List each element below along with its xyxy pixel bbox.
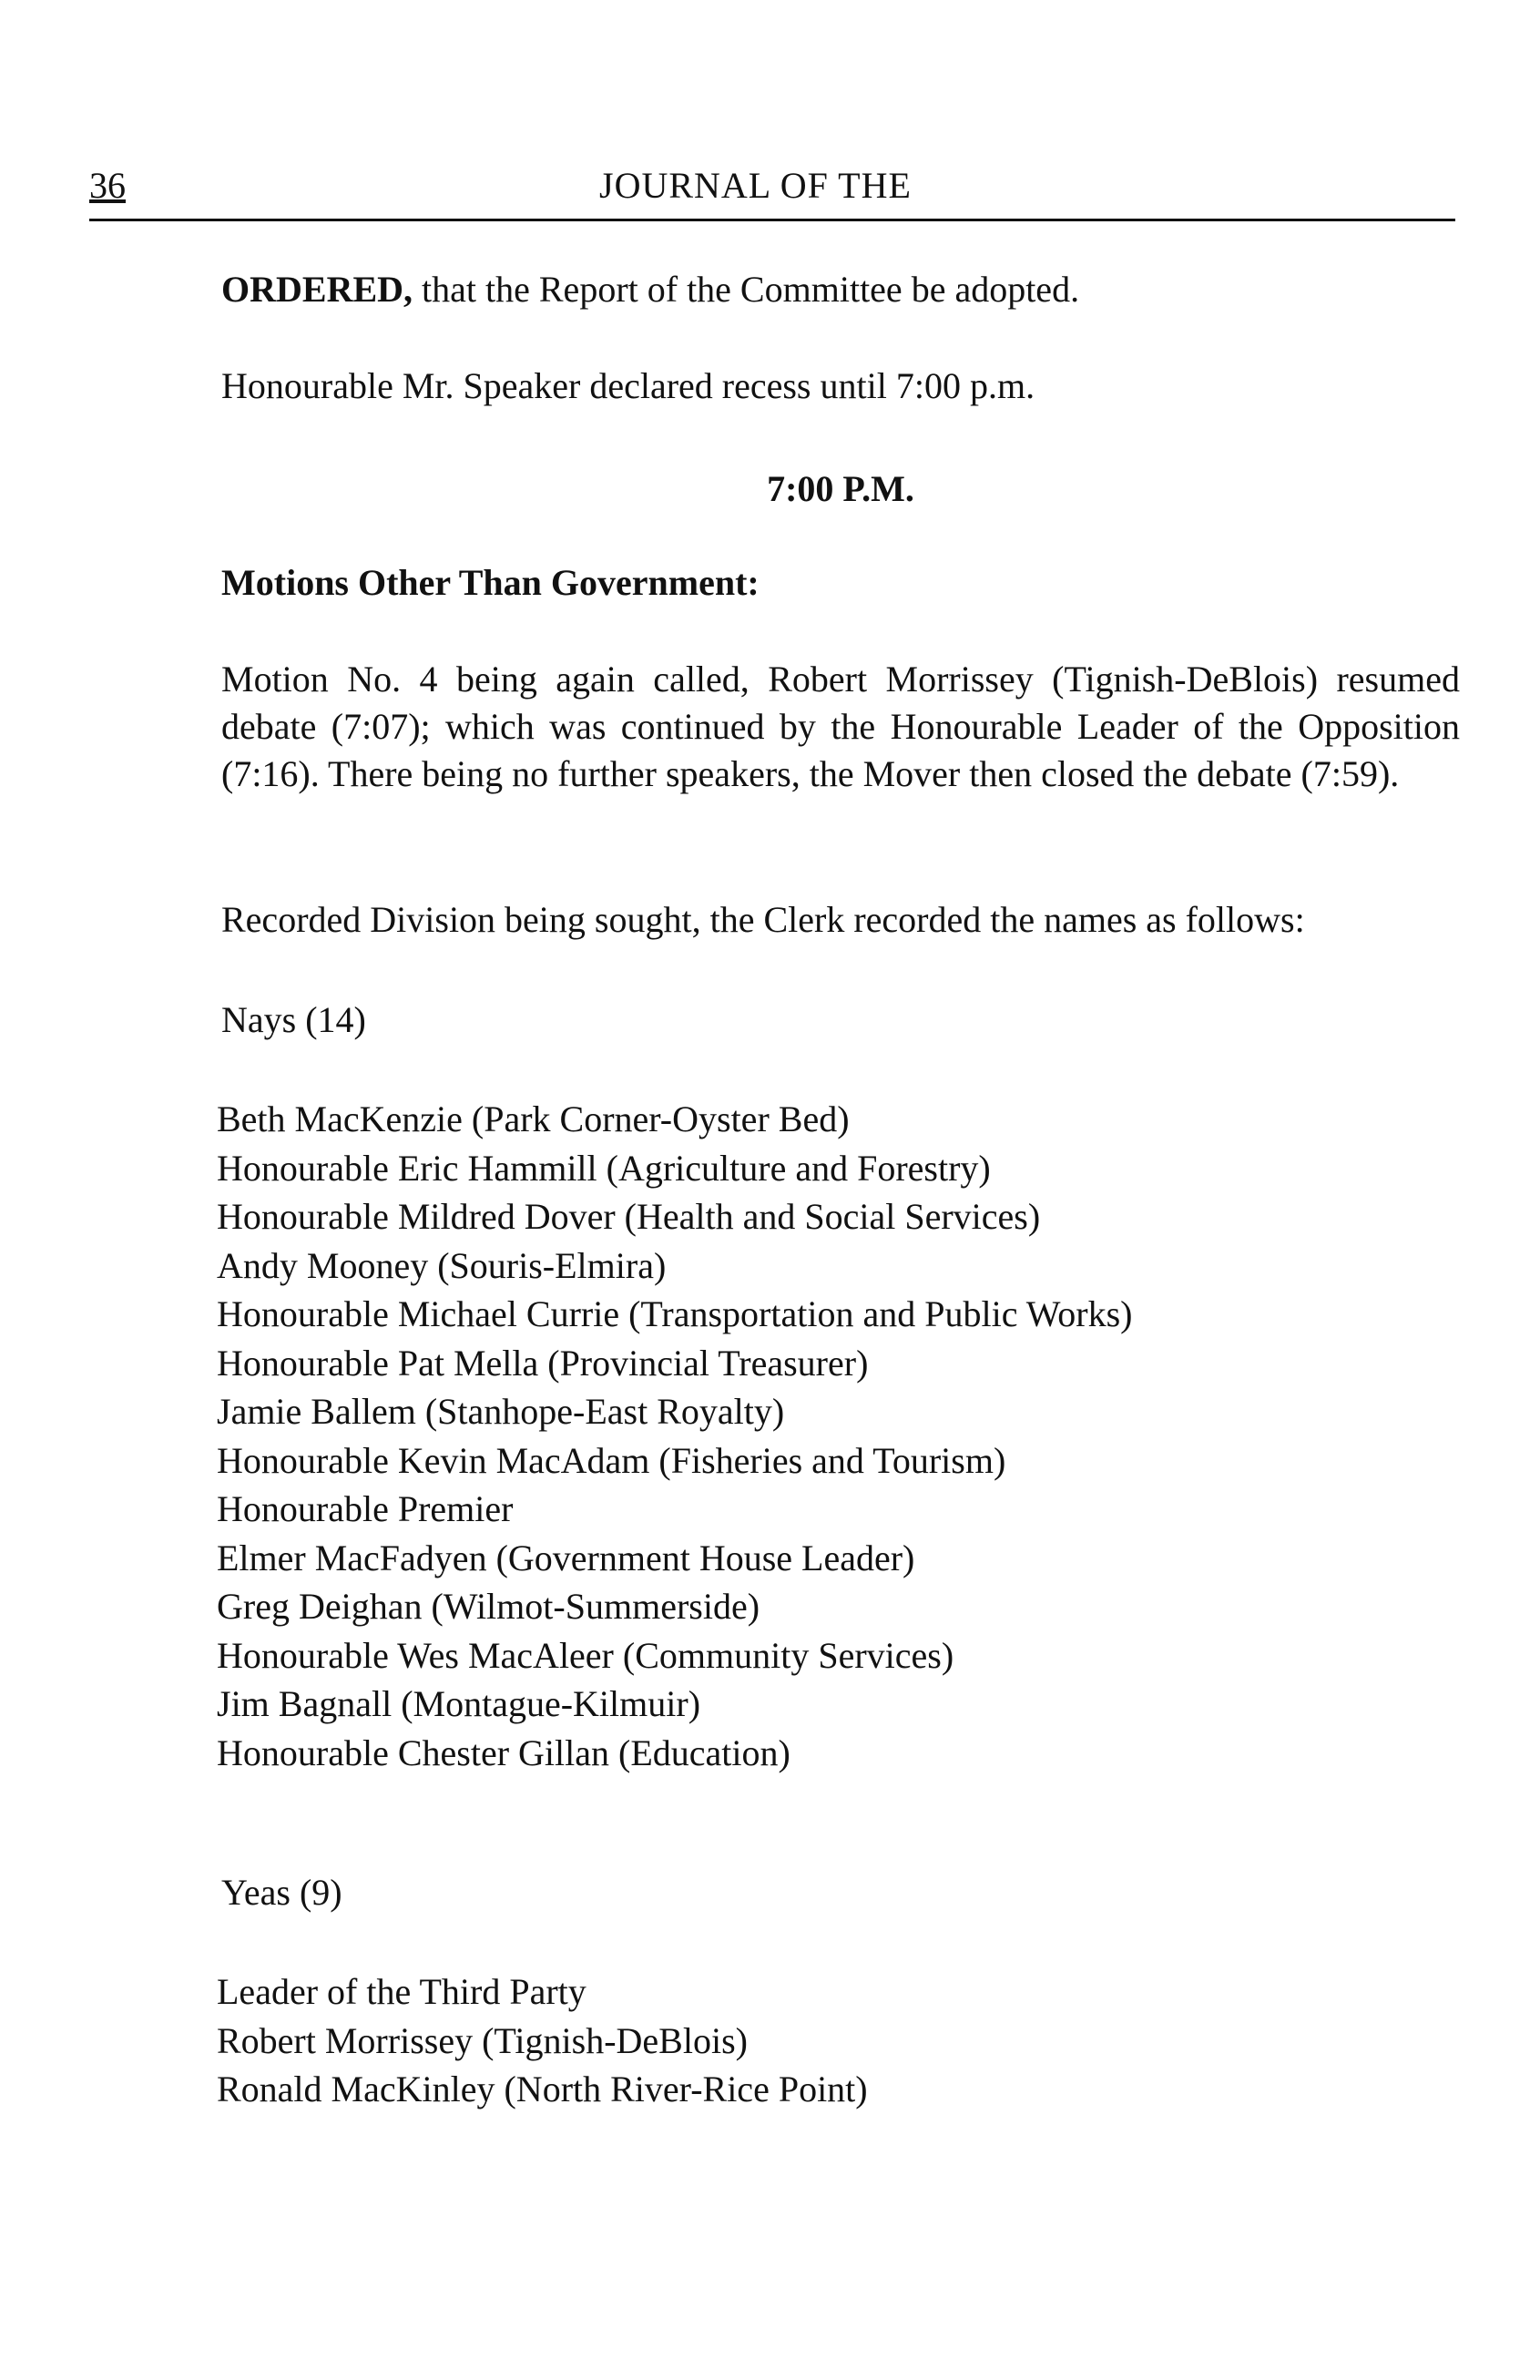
running-head: JOURNAL OF THE [599, 165, 912, 206]
yeas-member: Robert Morrissey (Tignish-DeBlois) [217, 2019, 748, 2061]
nays-member: Honourable Chester Gillan (Education) [217, 1731, 790, 1773]
page-number: 36 [89, 165, 126, 206]
nays-member: Honourable Kevin MacAdam (Fisheries and Tourism) [217, 1439, 1006, 1481]
division-intro: Recorded Division being sought, the Clerk recorded the names as follows: [221, 899, 1305, 940]
nays-member: Jim Bagnall (Montague-Kilmuir) [217, 1683, 701, 1724]
ordered-text: that the Report of the Committee be adopted. [413, 269, 1080, 310]
nays-heading: Nays (14) [221, 999, 366, 1040]
page-header [89, 164, 1455, 221]
motion-paragraph: Motion No. 4 being again called, Robert Morrissey (Tignish-DeBlois) resumed debate (7:07); which was continued by the Honourable Leader of the Opposition (7:16). There being no further speakers, the Mover then closed the debate (7:59). [221, 659, 1460, 794]
recess-statement: Honourable Mr. Speaker declared recess until 7:00 p.m. [221, 365, 1035, 406]
time-heading: 7:00 P.M. [767, 468, 914, 509]
yeas-member: Ronald MacKinley (North River-Rice Point) [217, 2068, 868, 2109]
nays-list [217, 1095, 1133, 1777]
nays-member: Greg Deighan (Wilmot-Summerside) [217, 1586, 760, 1627]
ordered-keyword: ORDERED, [221, 269, 413, 310]
yeas-list [217, 1967, 868, 2114]
nays-member: Jamie Ballem (Stanhope-East Royalty) [217, 1391, 785, 1432]
nays-member: Andy Mooney (Souris-Elmira) [217, 1244, 667, 1286]
ordered-statement [221, 266, 1460, 313]
yeas-heading: Yeas (9) [221, 1872, 342, 1913]
nays-member: Honourable Pat Mella (Provincial Treasurer) [217, 1342, 869, 1384]
yeas-member: Leader of the Third Party [217, 1971, 586, 2012]
nays-member: Honourable Wes MacAleer (Community Services) [217, 1634, 954, 1676]
section-heading: Motions Other Than Government: [221, 562, 760, 603]
nays-member: Beth MacKenzie (Park Corner-Oyster Bed) [217, 1098, 850, 1139]
nays-member: Honourable Eric Hammill (Agriculture and Forestry) [217, 1147, 991, 1189]
nays-member: Honourable Michael Currie (Transportation and Public Works) [217, 1293, 1133, 1334]
nays-member: Honourable Premier [217, 1488, 514, 1529]
nays-member: Honourable Mildred Dover (Health and Social Services) [217, 1196, 1041, 1237]
nays-member: Elmer MacFadyen (Government House Leader) [217, 1537, 915, 1578]
